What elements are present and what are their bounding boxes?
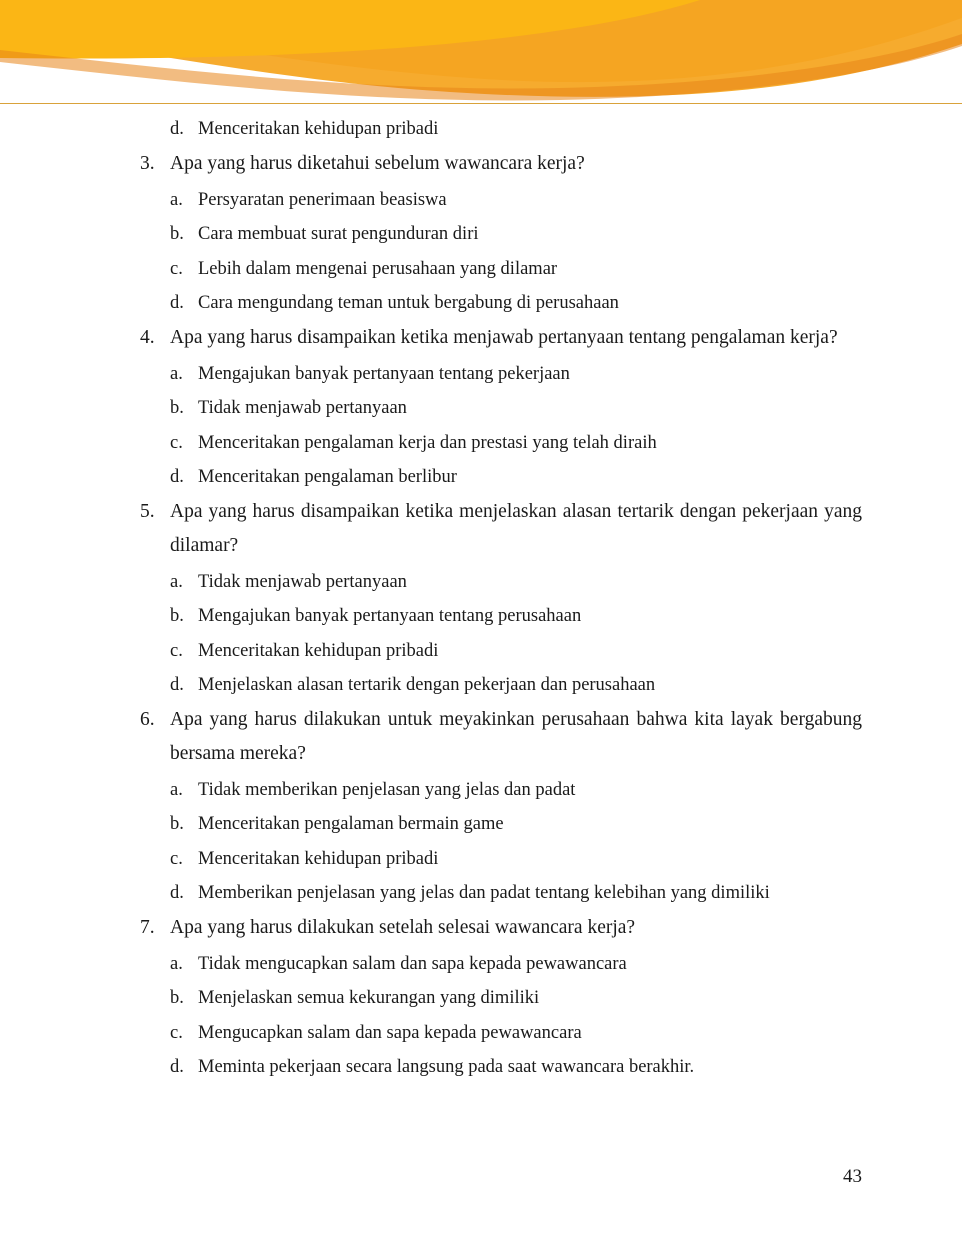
option-letter: d. (170, 119, 184, 139)
option-text: Menceritakan kehidupan pribadi (198, 119, 439, 139)
list-item (170, 1016, 862, 1051)
question-number: 6. (140, 708, 155, 730)
option-text: Mengucapkan salam dan sapa kepada pewawancara (198, 1022, 582, 1043)
option-letter: d. (170, 467, 184, 487)
question-block (140, 495, 862, 703)
list-item (170, 565, 862, 600)
option-letter: d. (170, 1057, 184, 1077)
list-item (170, 981, 862, 1016)
option-letter: a. (170, 953, 183, 974)
option-text: Tidak mengucapkan salam dan sapa kepada pewawancara (198, 953, 627, 974)
option-letter: c. (170, 640, 183, 661)
option-letter: d. (170, 883, 184, 903)
list-item (170, 773, 862, 808)
page-content (0, 104, 962, 1246)
page-header-decoration (0, 0, 962, 104)
option-text: Menjelaskan alasan tertarik dengan pekerjaan dan perusahaan (198, 675, 656, 695)
option-list (140, 947, 862, 1085)
question-row (140, 147, 862, 181)
list-item (170, 426, 862, 461)
question-block (140, 911, 862, 1085)
list-item (170, 112, 862, 147)
option-letter: c. (170, 258, 183, 279)
list-item (170, 807, 862, 842)
list-item (170, 668, 862, 703)
question-number: 7. (140, 916, 155, 938)
option-letter: a. (170, 779, 183, 800)
question-text: Apa yang harus dilakukan setelah selesai wawancara kerja? (170, 916, 636, 938)
question-block (140, 321, 862, 495)
question-block (140, 703, 862, 911)
option-text: Lebih dalam mengenai perusahaan yang dilamar (198, 258, 558, 279)
option-letter: c. (170, 1022, 183, 1043)
question-text: Apa yang harus dilakukan untuk meyakinkan perusahaan bahwa kita layak bergabung bersama mereka? (170, 708, 862, 764)
option-letter: b. (170, 606, 184, 626)
list-item (170, 286, 862, 321)
question-text: Apa yang harus disampaikan ketika menjawab pertanyaan tentang pengalaman kerja? (170, 326, 838, 348)
question-row (140, 703, 862, 771)
question-text: Apa yang harus disampaikan ketika menjelaskan alasan tertarik dengan pekerjaan yang dilamar? (170, 500, 862, 556)
page-number: 43 (843, 1166, 862, 1187)
option-text: Persyaratan penerimaan beasiswa (198, 189, 447, 210)
question-block (140, 147, 862, 321)
option-text: Mengajukan banyak pertanyaan tentang pekerjaan (198, 363, 570, 384)
list-item (170, 391, 862, 426)
list-item (170, 183, 862, 218)
question-number: 3. (140, 152, 155, 174)
option-text: Menceritakan pengalaman berlibur (198, 467, 457, 487)
option-text: Meminta pekerjaan secara langsung pada saat wawancara berakhir. (198, 1057, 695, 1077)
option-letter: b. (170, 988, 184, 1008)
list-item (170, 842, 862, 877)
question-row (140, 911, 862, 945)
option-list (140, 357, 862, 495)
list-item (170, 947, 862, 982)
list-item (170, 217, 862, 252)
option-letter: b. (170, 398, 184, 418)
list-item (170, 357, 862, 392)
option-text: Cara membuat surat pengunduran diri (198, 224, 479, 244)
question-number: 4. (140, 326, 155, 348)
list-item (170, 1050, 862, 1085)
option-text: Menceritakan pengalaman bermain game (198, 814, 504, 834)
option-letter: b. (170, 814, 184, 834)
option-text: Menceritakan pengalaman kerja dan prestasi yang telah diraih (198, 432, 657, 453)
question-row (140, 495, 862, 563)
list-item (170, 634, 862, 669)
list-item (170, 599, 862, 634)
option-letter: a. (170, 363, 183, 384)
option-text: Tidak menjawab pertanyaan (198, 398, 407, 418)
question-row (140, 321, 862, 355)
option-text: Menjelaskan semua kekurangan yang dimiliki (198, 988, 540, 1008)
option-letter: d. (170, 293, 184, 313)
option-text: Memberikan penjelasan yang jelas dan padat tentang kelebihan yang dimiliki (198, 883, 770, 903)
option-list (140, 183, 862, 321)
option-letter: a. (170, 189, 183, 210)
option-letter: c. (170, 432, 183, 453)
orphan-option (140, 112, 862, 147)
question-number: 5. (140, 500, 155, 522)
option-text: Menceritakan kehidupan pribadi (198, 848, 439, 869)
option-letter: c. (170, 848, 183, 869)
option-letter: b. (170, 224, 184, 244)
option-letter: a. (170, 571, 183, 592)
question-list (140, 147, 862, 1085)
option-list (140, 773, 862, 911)
list-item (170, 252, 862, 287)
option-text: Cara mengundang teman untuk bergabung di perusahaan (198, 293, 619, 313)
option-text: Menceritakan kehidupan pribadi (198, 640, 439, 661)
question-text: Apa yang harus diketahui sebelum wawancara kerja? (170, 152, 585, 174)
option-letter: d. (170, 675, 184, 695)
option-text: Tidak memberikan penjelasan yang jelas dan padat (198, 779, 576, 800)
option-text: Tidak menjawab pertanyaan (198, 571, 407, 592)
option-text: Mengajukan banyak pertanyaan tentang perusahaan (198, 606, 582, 626)
list-item (170, 876, 862, 911)
header-swoosh-graphic (0, 0, 962, 104)
list-item (170, 460, 862, 495)
option-list (140, 565, 862, 703)
